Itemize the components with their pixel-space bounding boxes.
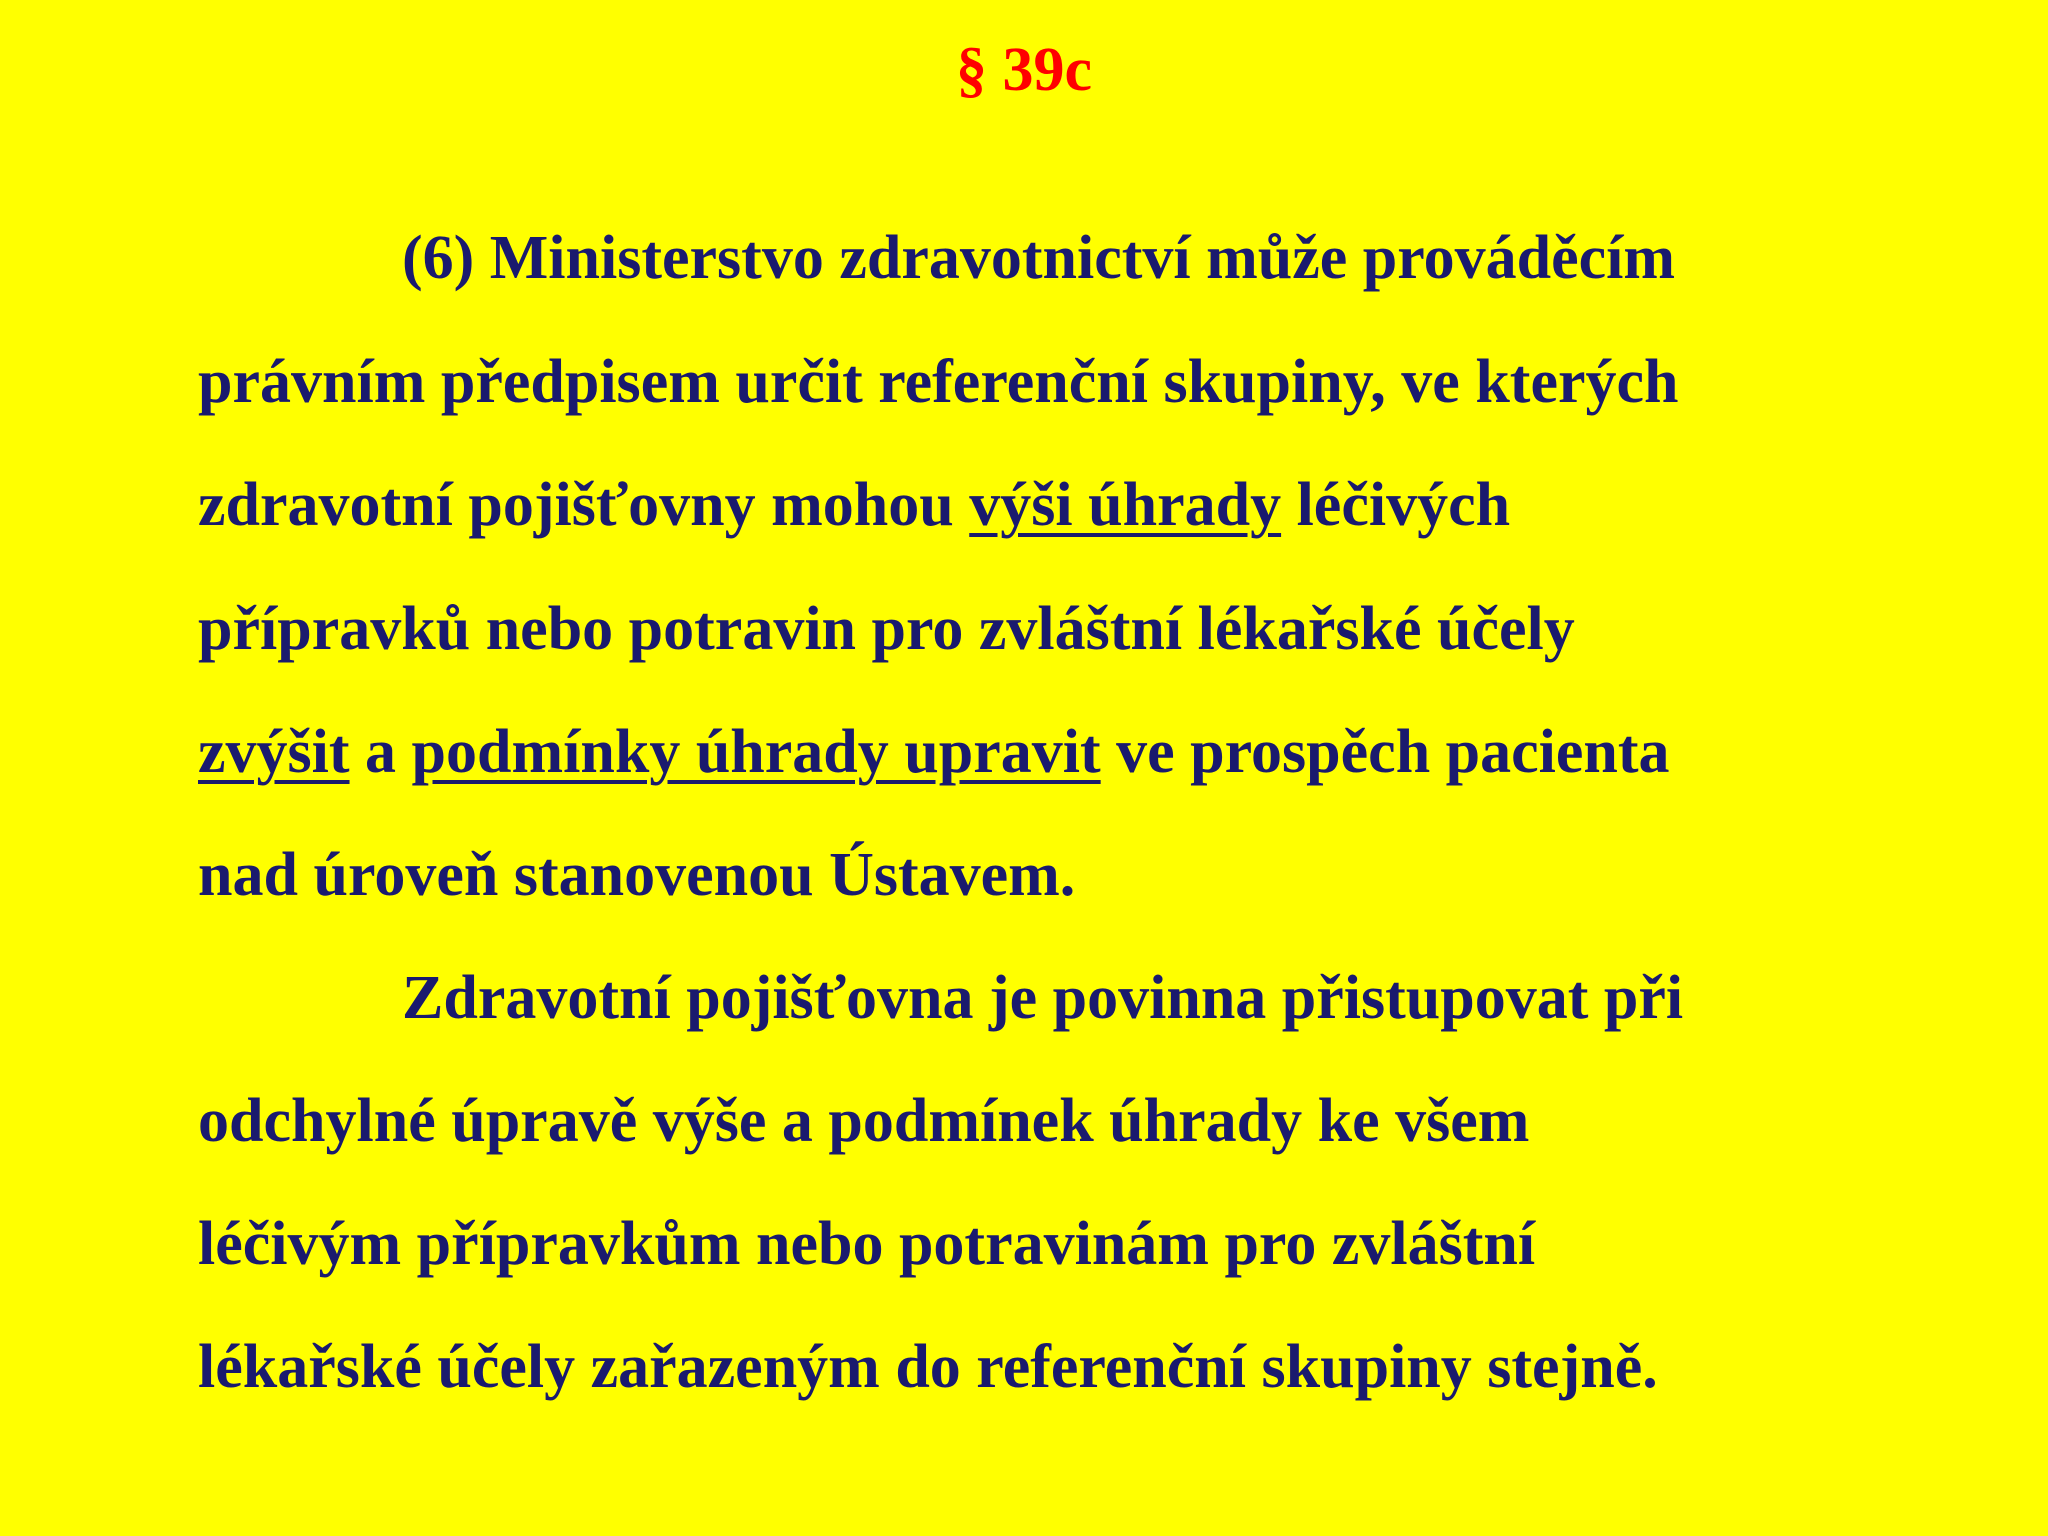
paragraph-1-line-4: přípravků nebo potravin pro zvláštní lékařské účely <box>198 595 1575 663</box>
text-segment: ve prospěch pacienta <box>1100 718 1670 786</box>
text-segment: a <box>349 718 412 786</box>
paragraph-1-line-3 <box>198 465 1510 545</box>
underlined-text: zvýšit <box>198 718 350 786</box>
text-segment: zdravotní pojišťovny mohou <box>198 471 970 539</box>
underlined-text: výši úhrady <box>969 471 1282 539</box>
paragraph-2-line-2: odchylné úpravě výše a podmínek úhrady ke všem <box>198 1087 1530 1155</box>
paragraph-2-line-3: léčivým přípravkům nebo potravinám pro zvláštní <box>198 1210 1536 1278</box>
paragraph-1-line-2: právním předpisem určit referenční skupiny, ve kterých <box>198 348 1679 416</box>
section-heading: § 39c <box>955 36 1093 104</box>
paragraph-2-line-1: Zdravotní pojišťovna je povinna přistupovat při <box>402 964 1684 1032</box>
text-segment: léčivých <box>1281 471 1511 539</box>
paragraph-1-line-1: (6) Ministerstvo zdravotnictví může prováděcím <box>402 224 1676 292</box>
paragraph-1-line-6: nad úroveň stanovenou Ústavem. <box>198 841 1076 909</box>
paragraph-1-line-5 <box>198 712 1670 792</box>
paragraph-2-line-4: lékařské účely zařazeným do referenční skupiny stejně. <box>198 1333 1658 1401</box>
underlined-text: podmínky úhrady upravit <box>411 718 1101 786</box>
